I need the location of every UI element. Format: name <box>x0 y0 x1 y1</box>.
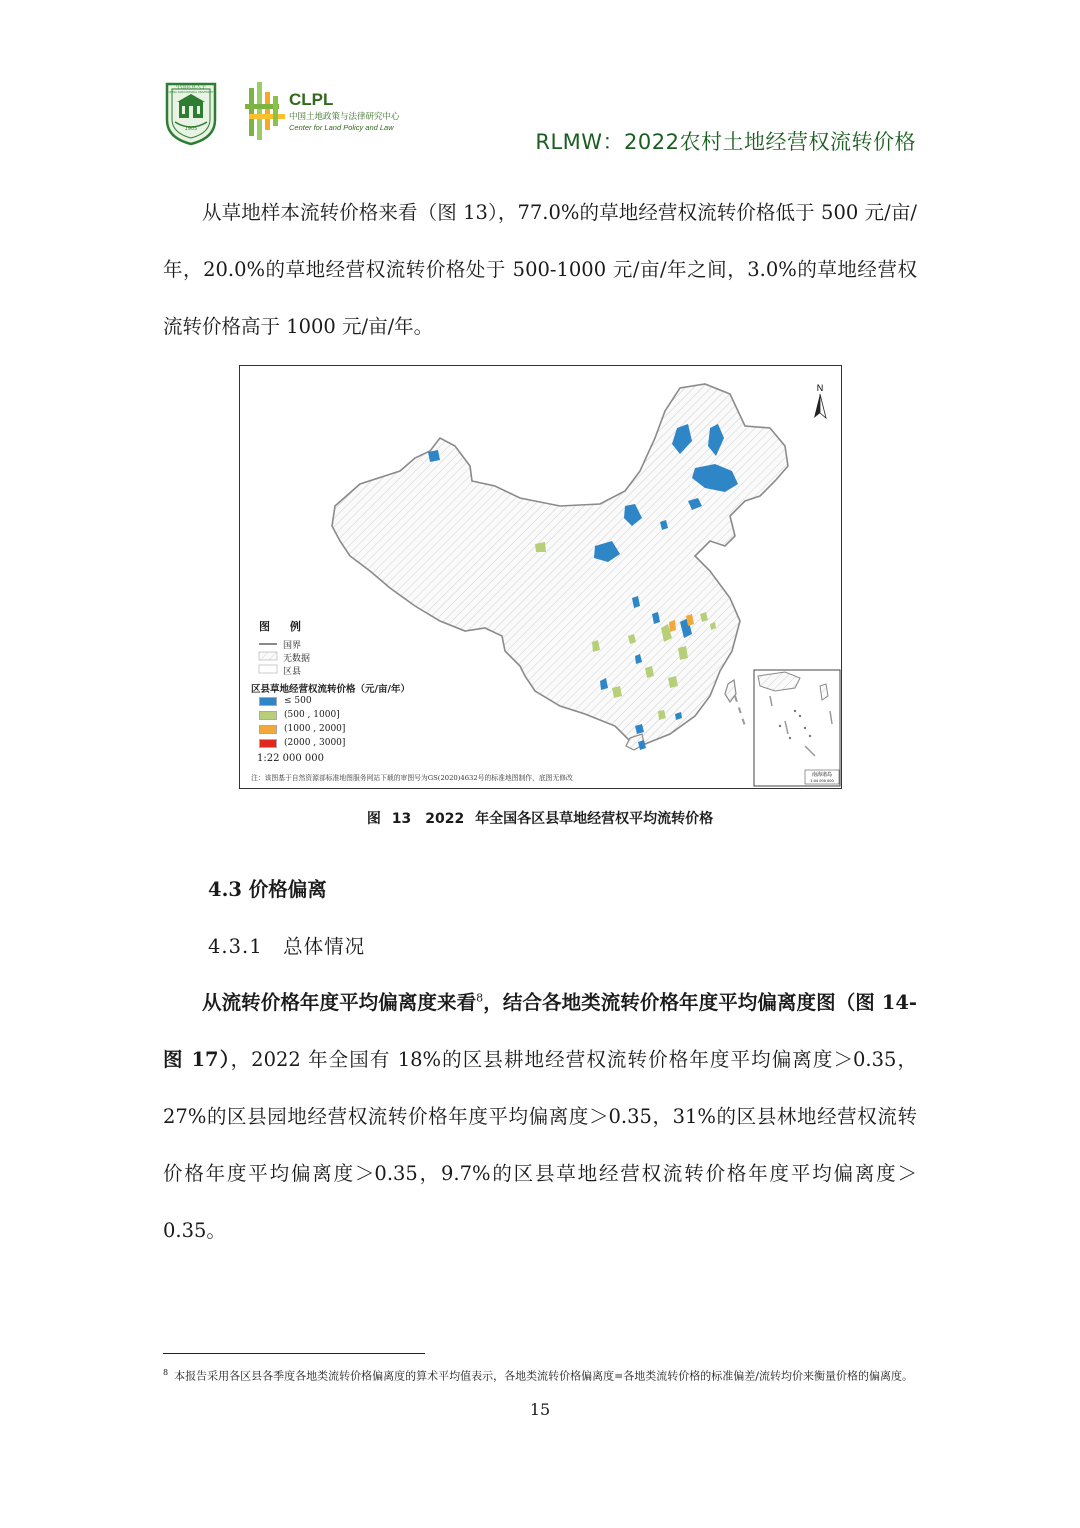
svg-text:CHINA AGRICULTURAL UNIVERSITY: CHINA AGRICULTURAL UNIVERSITY <box>168 91 214 94</box>
footnote-divider <box>163 1353 425 1354</box>
running-header-title: RLMW：2022农村土地经营权流转价格 <box>535 130 916 154</box>
clpl-logo <box>245 82 425 142</box>
footnote: $^8$ 本报告采用各区县各季度各地类流转价格偏离度的算术平均值表示，各地类流转价格偏离度=各地类流转价格的标准偏差/流转均价来衡量价格的偏离度。 <box>163 1368 914 1383</box>
footnote-ref[interactable]: 8 <box>476 991 484 1005</box>
legend-class-4: (2000 , 3000] <box>259 738 345 748</box>
svg-text:1905: 1905 <box>184 126 198 132</box>
legend-price-title: 区县草地经营权流转价格（元/亩/年） <box>251 684 410 695</box>
swatch-icon <box>259 739 277 748</box>
inset-label: 南海诸岛 <box>811 772 833 778</box>
svg-text:Center for Land Policy and Law: Center for Land Policy and Law <box>289 123 394 132</box>
figure-grassland-price-map <box>239 365 842 789</box>
svg-text:中国土地政策与法律研究中心: 中国土地政策与法律研究中心 <box>289 112 400 122</box>
map-source-note: 注：该图基于自然资源部标准地图服务网站下载的审图号为GS(2020)4632号的标准地图制作，底图无修改 <box>251 774 573 782</box>
subsection-heading: 4.3.1 总体情况 <box>208 935 366 958</box>
map-scale: 1:22 000 000 <box>257 753 324 764</box>
svg-text:N: N <box>816 383 824 393</box>
legend-item-county: 区县 <box>283 667 302 677</box>
north-arrow-icon <box>812 382 828 422</box>
university-logo <box>163 80 219 146</box>
legend-class-3: (1000 , 2000] <box>259 724 345 734</box>
svg-text:中国农业大学: 中国农业大学 <box>175 84 207 90</box>
figure-caption: 图 13 2022 年全国各区县草地经营权平均流转价格 <box>366 811 714 827</box>
paragraph-grassland-summary: 从草地样本流转价格来看（图 13），77.0%的草地经营权流转价格低于 500 元/亩/年，20.0%的草地经营权流转价格处于 500-1000 元/亩/年之间，3.0%的草地经营权流转价格高于 1000 元/亩/年。 <box>163 201 917 338</box>
legend-item-nodata: 无数据 <box>283 654 311 664</box>
svg-text:CLPL: CLPL <box>289 90 334 109</box>
inset-scale: 1:44 000 000 <box>810 779 834 783</box>
paragraph-deviation-summary: 从流转价格年度平均偏离度来看$^8$，结合各地类流转价格年度平均偏离度图（图 14-图 17），2022 年全国有 18%的区县耕地经营权流转价格年度平均偏离度＞0.35，27%的区县园地经营权流转价格年度平均偏离度＞0.35，31%的区县林地经营权流转价格年度平均偏离度＞0.35，9.7%的区县草地经营权流转价格年度平均偏离度＞0.35。 <box>163 991 917 1242</box>
legend-item-border: 国界 <box>283 641 302 651</box>
swatch-icon <box>259 711 277 720</box>
legend-class-1: ≤ 500 <box>259 696 312 706</box>
swatch-icon <box>259 697 277 706</box>
legend-class-2: (500 , 1000] <box>259 710 340 720</box>
section-heading: 4.3 价格偏离 <box>208 878 327 901</box>
legend-title: 图 例 <box>259 620 309 633</box>
page-number: 15 <box>529 1400 551 1419</box>
swatch-icon <box>259 725 277 734</box>
